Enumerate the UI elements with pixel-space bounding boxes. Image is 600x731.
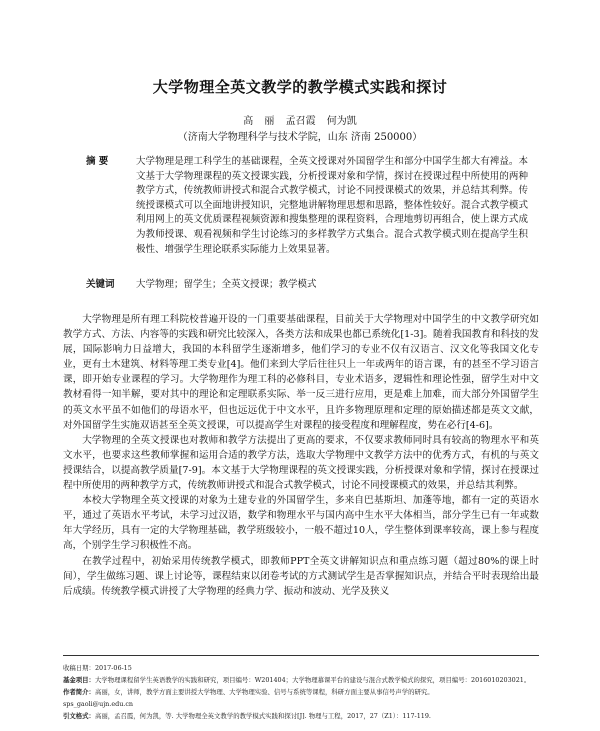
paper-title: 大学物理全英文教学的教学模式实践和探讨 [152, 78, 448, 96]
footnote-cite-text: 高丽，孟召霞，何为凯，等. 大学物理全英文教学的教学模式实践和探讨[J]. 物理与工程，2017，27（Z1）：117-119. [94, 712, 431, 720]
footnote-cite-label: 引文格式： [63, 712, 95, 720]
keywords-section [86, 278, 528, 293]
body-paragraph: 在教学过程中，初始采用传统教学模式，即教师PPT全英文讲解知识点和重点练习题（超过80%的课上时间），学生做练习题、课上讨论等，课程结束以闭卷考试的方式测试学生是否掌握知识点，并结合平时表现给出最后成绩。传统教学模式讲授了大学物理的经典力学、振动和波动、光学及狭义 [63, 555, 539, 597]
footnote-author-label: 作者简介： [63, 688, 95, 696]
abstract-section [86, 155, 528, 257]
footnotes [63, 655, 539, 722]
abstract-label: 摘 要 [86, 156, 109, 167]
footnote-email: sps_gaoli@ujn.edu.cn [63, 700, 134, 708]
body-text [63, 312, 539, 599]
body-paragraph: 本校大学物理全英文授课的对象为土建专业的外国留学生，多来自巴基斯坦、加蓬等地，都有一定的英语水平，通过了英语水平考试，未学习过汉语，数学和物理水平与国内高中生水平大体相当，部分学生已有一年或数年大学经历，具有一定的大学物理基础，教学班级较小，一般不超过10人，学生整体到课率较高，课上参与程度高，个别学生学习积极性不高。 [63, 495, 539, 552]
body-paragraph: 大学物理的全英文授课也对教师和教学方法提出了更高的要求，不仅要求教师同时具有较高的物理水平和英文水平，也要求这些教师掌握和运用合适的教学方法，选取大学物理中文教学方法中的优秀方式，有机的与英文授课结合，以提高教学质量[7-9]。本文基于大学物理课程的英文授课实践，分析授课对象和学情，探讨在授课过程中所使用的两种教学方式，传统教师讲授式和混合式教学模式，讨论不同授课模式的效果，并总结其利弊。 [63, 434, 539, 492]
footnote-citation [63, 710, 539, 722]
footnote-fund [63, 674, 539, 686]
keywords-text: 大学物理；留学生；全英文授课；教学模式 [136, 279, 317, 290]
abstract-text: 大学物理是理工科学生的基础课程，全英文授课对外国留学生和部分中国学生都大有裨益。本文基于大学物理课程的英文授课实践，分析授课对象和学情，探讨在授课过程中所使用的两种教学方式，传统教师讲授式和混合式教学模式，讨论不同授课模式的效果，并总结其利弊。传统授课模式可以全面地讲授知识，完整地讲解物理思想和思路，整体性较好。混合式教学模式利用网上的英文优质课程视频资源和搜集整理的课程资料，合理地剪切再组合，使上课方式成为教师授课、观看视频和学生讨论练习的多样教学方式集合。混合式教学模式则在提高学生积极性、增强学生理论联系实际能力上效果显著。 [136, 156, 528, 255]
footnote-author-text: 高丽，女，讲师，教学方面主要讲授大学物理、大学物理实验、信号与系统等课程，科研方面主要从事信号声学的研究。 [94, 688, 434, 696]
keywords-label: 关键词 [86, 279, 115, 290]
footnote-fund-label: 基金项目： [63, 676, 95, 684]
footnote-received: 收稿日期：2017-06-15 [63, 664, 132, 672]
footnote-author [63, 686, 539, 698]
footnote-fund-text: 大学物理课程留学生英语教学的实践和研究，项目编号：W201404；大学物理慕课平台的建设与混合式教学模式的探究，项目编号：2016010203021。 [94, 676, 531, 684]
author-list: 高 丽 孟召霞 何为凯 [243, 116, 357, 127]
body-paragraph: 大学物理是所有理工科院校普遍开设的一门重要基础课程，目前关于大学物理对中国学生的中文教学研究如教学方式、方法、内容等的实践和研究比较深入，各类方法和成果也都已系统化[1-3]。随着我国教育和科技的发展，国际影响力日益增大，我国的本科留学生逐渐增多，他们学习的专业不仅有汉语言、汉文化等我国文化专业，更有土木建筑、材料等理工类专业[4]。他们来到大学后往往只上一年或两年的语言课，有的甚至不学习语言课，即开始专业课程的学习。大学物理作为理工科的必修科目，专业术语多，逻辑性和理论性强，留学生对中文教材看得一知半解，要对其中的理论和定理联系实际、举一反三进行应用，更是难上加难，而大部分外国留学生的英文水平虽不如他们的母语水平，但也远远优于中文水平，且许多物理原理和定理的原始描述都是英文文献，对外国留学生实施双语甚至全英文授课，可以提高学生对课程的接受程度和理解程度，势在必行[4-6]。 [63, 314, 539, 431]
affiliation: （济南大学物理科学与技术学院，山东 济南 250000） [177, 132, 423, 143]
